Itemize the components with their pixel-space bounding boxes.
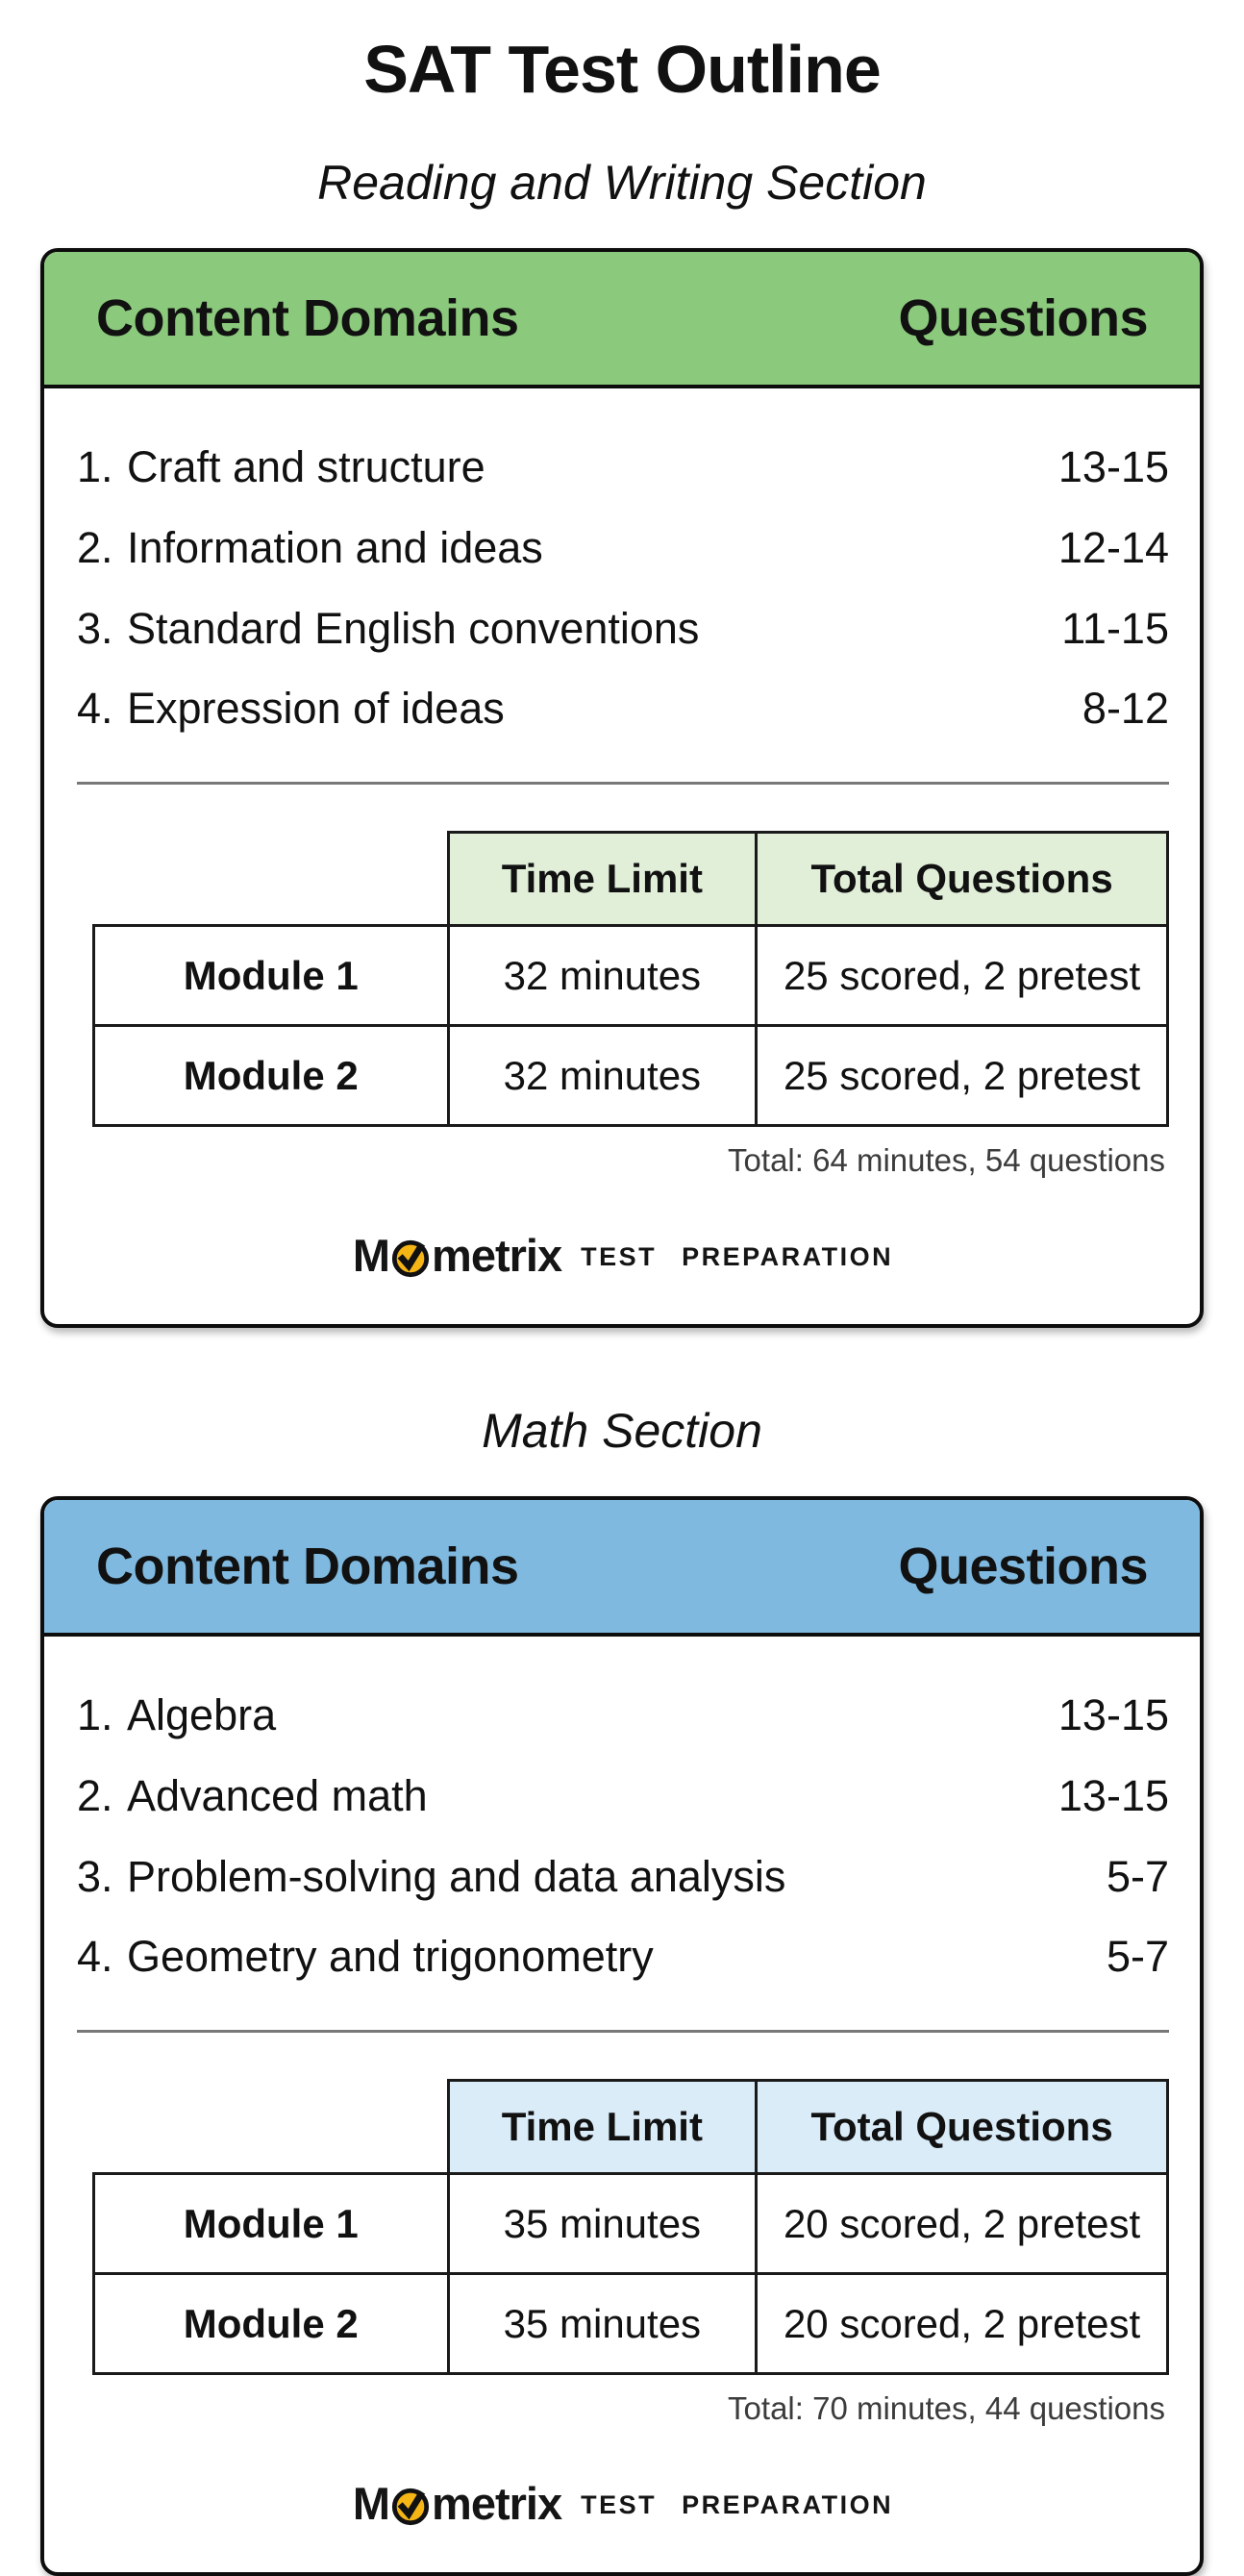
time-limit-header: Time Limit [448, 2081, 757, 2174]
domain-question-range: 5-7 [1106, 1932, 1169, 1982]
reading-writing-card [40, 248, 1204, 1328]
math-card-body [44, 1637, 1200, 2572]
domain-row [77, 1916, 1169, 1997]
module-time: 35 minutes [448, 2274, 757, 2374]
content-domains-heading: Content Domains [96, 289, 519, 347]
modules-header-row [93, 833, 1167, 926]
module-total: 20 scored, 2 pretest [757, 2274, 1168, 2374]
domain-number: 4. [77, 684, 113, 734]
domain-number: 3. [77, 1851, 113, 1901]
module-total: 25 scored, 2 pretest [757, 1026, 1168, 1126]
domain-question-range: 13-15 [1057, 1690, 1169, 1739]
domain-list [77, 427, 1169, 749]
module-label: Module 1 [93, 2174, 448, 2274]
module-total: 25 scored, 2 pretest [757, 926, 1168, 1026]
module-label: Module 1 [93, 926, 448, 1026]
reading-writing-card-body [44, 388, 1200, 1324]
domain-number: 1. [77, 1690, 113, 1739]
logo-text-m: M [352, 1230, 390, 1281]
domain-row [77, 1837, 1169, 1917]
logo-text-m: M [352, 2478, 390, 2529]
module-row [93, 2274, 1167, 2374]
logo-text-metrix: metrix [432, 1230, 562, 1281]
math-subtitle: Math Section [482, 1404, 762, 1458]
reading-writing-card-header [44, 252, 1200, 388]
modules-header-row [93, 2081, 1167, 2174]
modules-table [92, 2079, 1169, 2375]
total-questions-header: Total Questions [757, 2081, 1168, 2174]
domain-label: Problem-solving and data analysis [127, 1851, 786, 1901]
time-limit-header: Time Limit [448, 833, 757, 926]
domain-label: Advanced math [127, 1770, 428, 1820]
section-total-note: Total: 70 minutes, 44 questions [728, 2390, 1165, 2426]
domain-question-range: 12-14 [1057, 522, 1169, 572]
math-card [40, 1496, 1204, 2576]
domain-row [77, 427, 1169, 508]
module-total: 20 scored, 2 pretest [757, 2174, 1168, 2274]
page-title: SAT Test Outline [363, 32, 881, 107]
logo-text-metrix: metrix [432, 2478, 562, 2529]
domain-label: Expression of ideas [127, 684, 505, 734]
domain-row [77, 1756, 1169, 1837]
domain-number: 4. [77, 1932, 113, 1982]
questions-heading: Questions [898, 289, 1148, 347]
domain-label: Standard English conventions [127, 603, 700, 653]
module-label: Module 2 [93, 2274, 448, 2374]
module-row [93, 926, 1167, 1026]
mometrix-logo [77, 1229, 1169, 1282]
domain-number: 2. [77, 522, 113, 572]
domain-question-range: 8-12 [1082, 684, 1169, 734]
domain-number: 1. [77, 442, 113, 491]
module-row [93, 1026, 1167, 1126]
content-domains-heading: Content Domains [96, 1538, 519, 1595]
module-label: Module 2 [93, 1026, 448, 1126]
blank-cell [93, 833, 448, 926]
domain-question-range: 11-15 [1061, 603, 1169, 653]
domain-row [77, 588, 1169, 669]
mometrix-check-icon [390, 1238, 431, 1279]
module-time: 32 minutes [448, 926, 757, 1026]
module-time: 35 minutes [448, 2174, 757, 2274]
section-total-note: Total: 64 minutes, 54 questions [728, 1142, 1165, 1178]
logo-tagline: TEST PREPARATION [581, 1242, 894, 1271]
domain-number: 2. [77, 1770, 113, 1820]
blank-cell [93, 2081, 448, 2174]
module-time: 32 minutes [448, 1026, 757, 1126]
domain-question-range: 5-7 [1106, 1851, 1169, 1901]
questions-heading: Questions [898, 1538, 1148, 1595]
modules-table [92, 831, 1169, 1127]
mometrix-check-icon [390, 2487, 431, 2527]
domain-label: Information and ideas [127, 522, 543, 572]
domain-row [77, 508, 1169, 588]
domain-number: 3. [77, 603, 113, 653]
total-questions-header: Total Questions [757, 833, 1168, 926]
domain-label: Craft and structure [127, 442, 485, 491]
reading-writing-subtitle: Reading and Writing Section [317, 156, 927, 210]
domain-row [77, 1675, 1169, 1756]
divider [77, 782, 1169, 785]
divider [77, 2030, 1169, 2033]
mometrix-logo [77, 2477, 1169, 2530]
domain-list [77, 1675, 1169, 1997]
logo-tagline: TEST PREPARATION [581, 2490, 894, 2519]
domain-label: Algebra [127, 1690, 277, 1739]
domain-question-range: 13-15 [1057, 1770, 1169, 1820]
domain-question-range: 13-15 [1057, 442, 1169, 491]
math-card-header [44, 1500, 1200, 1637]
domain-label: Geometry and trigonometry [127, 1932, 654, 1982]
module-row [93, 2174, 1167, 2274]
domain-row [77, 668, 1169, 749]
